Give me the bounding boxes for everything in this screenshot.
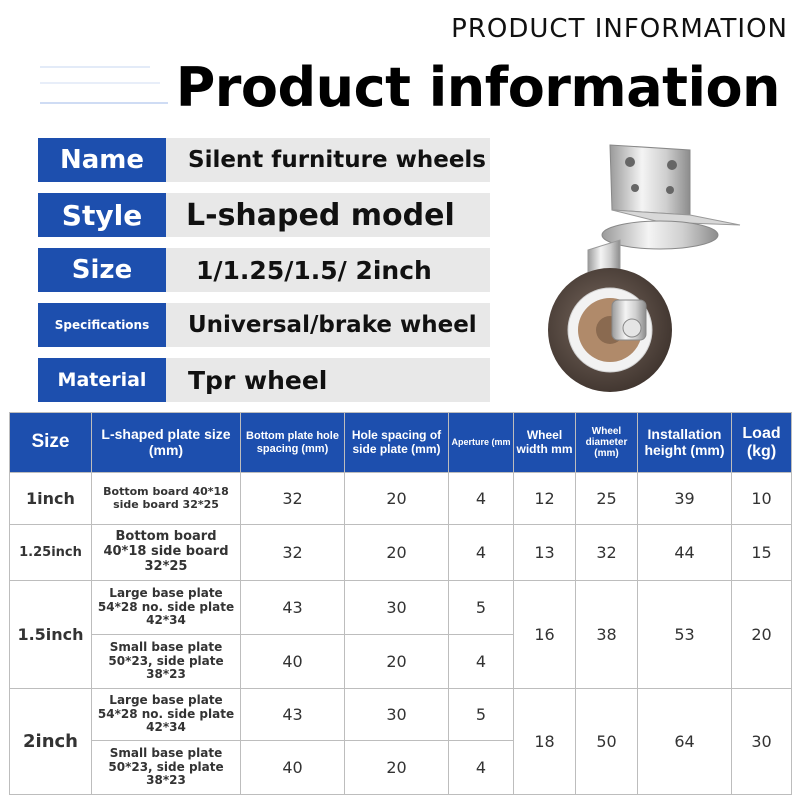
cell-plate-small: Small base plate 50*23, side plate 38*23 xyxy=(92,635,241,689)
cell-aperture: 4 xyxy=(449,473,514,525)
cell-side-spacing: 20 xyxy=(345,741,449,795)
col-header-size: Size xyxy=(10,413,92,473)
info-value: Tpr wheel xyxy=(188,365,328,395)
cell-wheel-width: 12 xyxy=(514,473,576,525)
info-value: Universal/brake wheel xyxy=(188,312,477,338)
info-label: Style xyxy=(38,193,166,237)
table-row xyxy=(10,473,792,525)
table-row xyxy=(10,581,792,635)
col-header-wheel-width: Wheel width mm xyxy=(514,413,576,473)
page-title: Product information xyxy=(175,56,780,119)
cell-aperture: 4 xyxy=(449,741,514,795)
cell-bottom-spacing: 43 xyxy=(241,581,345,635)
cell-load: 15 xyxy=(732,525,792,581)
cell-bottom-spacing: 32 xyxy=(241,473,345,525)
col-header-plate-size: L-shaped plate size (mm) xyxy=(92,413,241,473)
table-row xyxy=(10,689,792,741)
info-label: Specifications xyxy=(38,303,166,347)
cell-installation-height: 53 xyxy=(638,581,732,689)
cell-size: 1.5inch xyxy=(10,581,92,689)
cell-side-spacing: 20 xyxy=(345,635,449,689)
cell-aperture: 5 xyxy=(449,689,514,741)
cell-bottom-spacing: 40 xyxy=(241,635,345,689)
caster-wheel-image xyxy=(540,140,760,400)
col-header-aperture: Aperture (mm xyxy=(449,413,514,473)
cell-wheel-diameter: 38 xyxy=(576,581,638,689)
cell-bottom-spacing: 43 xyxy=(241,689,345,741)
cell-wheel-diameter: 32 xyxy=(576,525,638,581)
col-header-bottom-spacing: Bottom plate hole spacing (mm) xyxy=(241,413,345,473)
cell-side-spacing: 30 xyxy=(345,689,449,741)
header-subtitle: PRODUCT INFORMATION xyxy=(451,14,788,44)
cell-wheel-diameter: 50 xyxy=(576,689,638,795)
cell-plate-large: Large base plate 54*28 no. side plate 42*34 xyxy=(92,689,241,741)
spec-table xyxy=(9,412,792,795)
cell-size: 2inch xyxy=(10,689,92,795)
info-row-material xyxy=(38,358,490,402)
cell-aperture: 5 xyxy=(449,581,514,635)
cell-wheel-width: 16 xyxy=(514,581,576,689)
cell-aperture: 4 xyxy=(449,525,514,581)
info-row-specifications xyxy=(38,303,490,347)
cell-load: 20 xyxy=(732,581,792,689)
info-label: Size xyxy=(38,248,166,292)
cell-load: 10 xyxy=(732,473,792,525)
cell-side-spacing: 30 xyxy=(345,581,449,635)
cell-plate: Bottom board 40*18 side board 32*25 xyxy=(92,473,241,525)
col-header-side-spacing: Hole spacing of side plate (mm) xyxy=(345,413,449,473)
info-label: Material xyxy=(38,358,166,402)
cell-plate-small: Small base plate 50*23, side plate 38*23 xyxy=(92,741,241,795)
col-header-installation-height: Installation height (mm) xyxy=(638,413,732,473)
cell-wheel-diameter: 25 xyxy=(576,473,638,525)
col-header-wheel-diameter: Wheel diameter (mm) xyxy=(576,413,638,473)
info-row-size xyxy=(38,248,490,292)
info-value: 1/1.25/1.5/ 2inch xyxy=(196,255,432,285)
col-header-load: Load (kg) xyxy=(732,413,792,473)
cell-installation-height: 44 xyxy=(638,525,732,581)
cell-size: 1inch xyxy=(10,473,92,525)
info-row-style xyxy=(38,193,490,237)
info-row-name xyxy=(38,138,490,182)
cell-plate-large: Large base plate 54*28 no. side plate 42*34 xyxy=(92,581,241,635)
decorative-lines xyxy=(40,62,168,112)
cell-installation-height: 64 xyxy=(638,689,732,795)
info-value: L-shaped model xyxy=(186,197,455,233)
cell-aperture: 4 xyxy=(449,635,514,689)
table-header-row xyxy=(10,413,792,473)
info-value: Silent furniture wheels xyxy=(188,147,487,173)
cell-load: 30 xyxy=(732,689,792,795)
cell-wheel-width: 18 xyxy=(514,689,576,795)
cell-wheel-width: 13 xyxy=(514,525,576,581)
cell-side-spacing: 20 xyxy=(345,525,449,581)
cell-installation-height: 39 xyxy=(638,473,732,525)
info-label: Name xyxy=(38,138,166,182)
cell-bottom-spacing: 32 xyxy=(241,525,345,581)
cell-size: 1.25inch xyxy=(10,525,92,581)
cell-bottom-spacing: 40 xyxy=(241,741,345,795)
cell-side-spacing: 20 xyxy=(345,473,449,525)
table-row xyxy=(10,525,792,581)
cell-plate: Bottom board 40*18 side board 32*25 xyxy=(92,525,241,581)
